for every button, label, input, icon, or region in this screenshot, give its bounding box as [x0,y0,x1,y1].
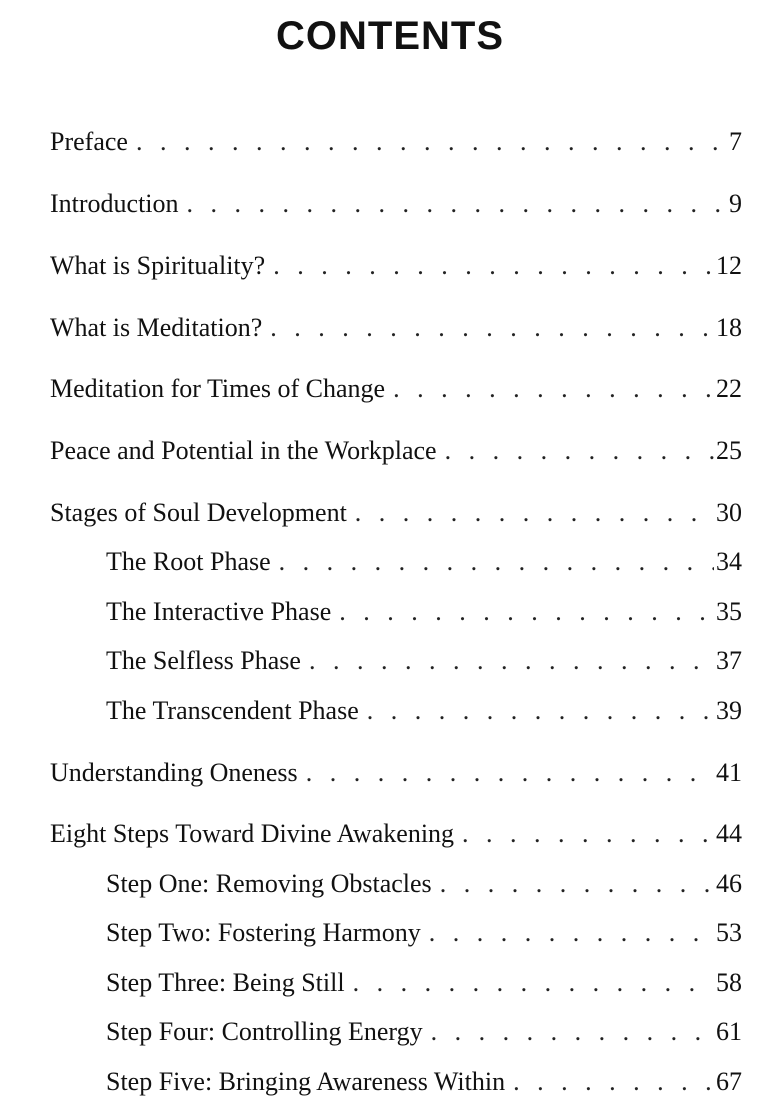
dot-leader [440,868,714,900]
dot-leader [393,373,714,405]
toc-entry-selfless-phase[interactable] [106,645,742,677]
toc-entry-label: Step One: Removing Obstacles [106,869,432,898]
dot-leader [367,695,714,727]
toc-entry-page: 67 [716,1067,742,1096]
toc-entry-page: 25 [716,436,742,465]
toc-entry-page: 61 [716,1017,742,1046]
page-title: CONTENTS [276,14,504,58]
toc-entry-label: Stages of Soul Development [50,498,347,527]
toc-entry-label: Step Two: Fostering Harmony [106,918,421,947]
toc-entry-page: 30 [716,498,742,527]
toc-entry-what-is-meditation[interactable] [50,312,742,344]
toc-entry-label: Peace and Potential in the Workplace [50,436,437,465]
toc-entry-label: Preface [50,127,128,156]
dot-leader [187,188,727,220]
toc-entry-page: 18 [716,313,742,342]
toc-entry-page: 35 [716,597,742,626]
toc-entry-label: Step Three: Being Still [106,968,345,997]
toc-entry-label: The Root Phase [106,547,271,576]
dot-leader [309,645,714,677]
toc-entry-interactive-phase[interactable] [106,596,742,628]
toc-entry-page: 39 [716,696,742,725]
toc-entry-label: The Interactive Phase [106,597,332,626]
toc-entry-page: 37 [716,646,742,675]
toc-entry-eight-steps[interactable] [50,818,742,850]
toc-entry-introduction[interactable] [50,188,742,220]
toc-entry-page: 44 [716,819,742,848]
toc-entry-page: 22 [716,374,742,403]
dot-leader [273,250,714,282]
dot-leader [270,312,714,344]
toc-entry-step-two[interactable] [106,917,742,949]
toc-entry-meditation-times-of-change[interactable] [50,373,742,405]
dot-leader [136,126,727,158]
dot-leader [355,497,714,529]
toc-entry-root-phase[interactable] [106,546,742,578]
toc-entry-step-five[interactable] [106,1066,742,1098]
toc-entry-page: 12 [716,251,742,280]
toc-entry-preface[interactable] [50,126,742,158]
dot-leader [353,967,714,999]
toc-entry-page: 7 [729,127,742,156]
dot-leader [462,818,714,850]
toc-entry-label: What is Spirituality? [50,251,266,280]
toc-entry-step-three[interactable] [106,967,742,999]
dot-leader [279,546,714,578]
toc-entry-label: Meditation for Times of Change [50,374,386,403]
toc-entry-page: 46 [716,869,742,898]
toc-entry-what-is-spirituality[interactable] [50,250,742,282]
toc-entry-step-one[interactable] [106,868,742,900]
dot-leader [445,435,714,467]
toc-entry-page: 9 [729,189,742,218]
toc-entry-page: 34 [716,547,742,576]
toc-entry-step-four[interactable] [106,1016,742,1048]
toc-entry-transcendent-phase[interactable] [106,695,742,727]
toc-entry-page: 53 [716,918,742,947]
toc-entry-label: What is Meditation? [50,313,263,342]
dot-leader [513,1066,714,1098]
toc-entry-label: The Selfless Phase [106,646,301,675]
toc-entry-page: 58 [716,968,742,997]
toc-entry-stages-of-soul-development[interactable] [50,497,742,529]
toc-entry-peace-and-potential[interactable] [50,435,742,467]
toc-entry-label: Introduction [50,189,179,218]
toc-entry-label: The Transcendent Phase [106,696,359,725]
dot-leader [429,917,714,949]
toc-entry-label: Step Four: Controlling Energy [106,1017,423,1046]
toc-entry-label: Eight Steps Toward Divine Awakening [50,819,455,848]
toc-entry-label: Step Five: Bringing Awareness Within [106,1067,506,1096]
toc-entry-page: 41 [716,758,742,787]
dot-leader [306,757,714,789]
toc-entry-understanding-oneness[interactable] [50,757,742,789]
dot-leader [431,1016,714,1048]
dot-leader [339,596,714,628]
toc-entry-label: Understanding Oneness [50,758,298,787]
